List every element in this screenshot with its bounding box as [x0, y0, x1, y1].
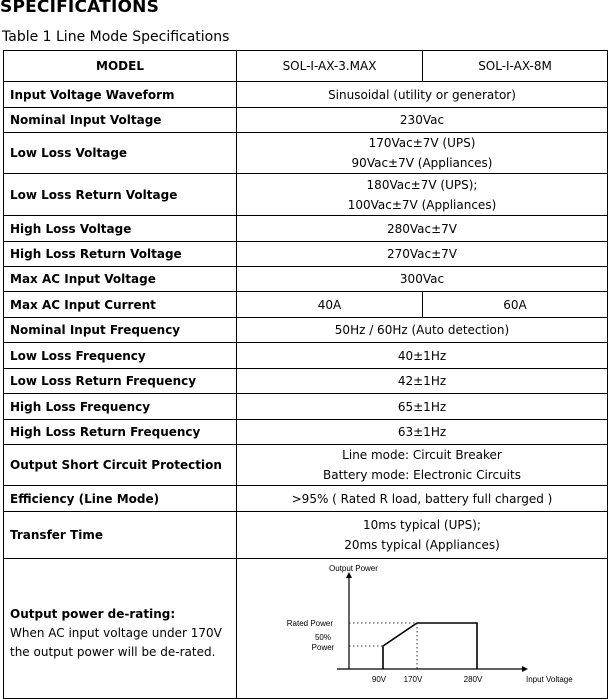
row-value-line: 20ms typical (Appliances): [344, 538, 500, 552]
x-axis-label: Input Voltage: [526, 675, 573, 684]
table-row: [4, 394, 608, 420]
row-value: 300Vac: [237, 267, 608, 292]
page-heading: SPECIFICATIONS: [0, 0, 160, 17]
derating-chart: [237, 559, 607, 692]
derating-series-line: [383, 623, 477, 669]
row-label: Nominal Input Frequency: [4, 318, 237, 343]
table-row: [4, 267, 608, 292]
x-axis-arrow-icon: [522, 666, 528, 672]
table-row: [4, 292, 608, 318]
table-row: [4, 445, 608, 486]
table-row: [4, 486, 608, 512]
row-value-line: 180Vac±7V (UPS);: [366, 177, 478, 192]
row-value: 50Hz / 60Hz (Auto detection): [237, 318, 608, 343]
row-value-col1: 40A: [237, 292, 423, 318]
row-label: Low Loss Return Frequency: [4, 369, 237, 394]
derating-chart-cell: [237, 559, 608, 699]
row-label: Low Loss Frequency: [4, 343, 237, 369]
table-row: [4, 242, 608, 267]
table-row: [4, 51, 608, 82]
row-value-line: 10ms typical (UPS);: [363, 518, 481, 532]
row-value: 65±1Hz: [237, 394, 608, 420]
table-row: [4, 512, 608, 559]
row-label: Input Voltage Waveform: [4, 82, 237, 108]
table-row: [4, 559, 608, 699]
x-tick-label: 280V: [463, 675, 483, 684]
row-value: 270Vac±7V: [237, 242, 608, 267]
derating-desc: When AC input voltage under 170V the output power will be de-rated.: [10, 626, 222, 659]
table-row: [4, 82, 608, 108]
table-row: [4, 369, 608, 394]
row-value-line: 90Vac±7V (Appliances): [351, 156, 493, 170]
row-value-line: 170Vac±7V (UPS): [368, 136, 476, 150]
row-value: >95% ( Rated R load, battery full charged ): [237, 486, 608, 512]
row-value-col2: 60A: [423, 292, 608, 318]
row-label: High Loss Voltage: [4, 216, 237, 242]
row-value: Sinusoidal (utility or generator): [237, 82, 608, 108]
derating-title: Output power de-rating:: [10, 607, 176, 621]
row-label: Efficiency (Line Mode): [4, 486, 237, 512]
spec-table: [3, 50, 608, 699]
row-value: [237, 133, 608, 174]
header-col2: SOL-I-AX-8M: [423, 51, 608, 82]
table-row: [4, 318, 608, 343]
row-value: [237, 512, 608, 559]
header-model: MODEL: [4, 51, 237, 82]
row-label: Low Loss Voltage: [4, 133, 237, 174]
y-tick-label: Power: [311, 643, 335, 652]
row-label: Output Short Circuit Protection: [4, 445, 237, 486]
table-caption: Table 1 Line Mode Specifications: [2, 29, 230, 45]
row-value: 40±1Hz: [237, 343, 608, 369]
row-label: High Loss Return Frequency: [4, 420, 237, 445]
row-label: Low Loss Return Voltage: [4, 174, 237, 216]
table-row: [4, 133, 608, 174]
row-label: Transfer Time: [4, 512, 237, 559]
table-row: [4, 343, 608, 369]
x-tick-label: 90V: [371, 675, 387, 684]
table-row: [4, 108, 608, 133]
row-value: 230Vac: [237, 108, 608, 133]
y-axis-label: Output Power: [329, 564, 378, 573]
row-label: High Loss Return Voltage: [4, 242, 237, 267]
row-value-line: Line mode: Circuit Breaker: [342, 448, 502, 462]
row-value-line: Battery mode: Electronic Circuits: [323, 468, 521, 482]
row-label: Max AC Input Voltage: [4, 267, 237, 292]
row-label: Nominal Input Voltage: [4, 108, 237, 133]
row-value: [237, 445, 608, 486]
row-label: Max AC Input Current: [4, 292, 237, 318]
header-col1: SOL-I-AX-3.MAX: [237, 51, 423, 82]
derating-cell: [4, 559, 237, 699]
table-row: [4, 216, 608, 242]
y-tick-label: 50%: [314, 633, 332, 642]
table-row: [4, 174, 608, 216]
row-value: 63±1Hz: [237, 420, 608, 445]
y-tick-label: Rated Power: [286, 619, 333, 628]
row-value: [237, 174, 608, 216]
row-value: 42±1Hz: [237, 369, 608, 394]
table-row: [4, 420, 608, 445]
x-tick-label: 170V: [403, 675, 423, 684]
row-value: 280Vac±7V: [237, 216, 608, 242]
row-label: High Loss Frequency: [4, 394, 237, 420]
row-value-line: 100Vac±7V (Appliances): [347, 197, 497, 212]
